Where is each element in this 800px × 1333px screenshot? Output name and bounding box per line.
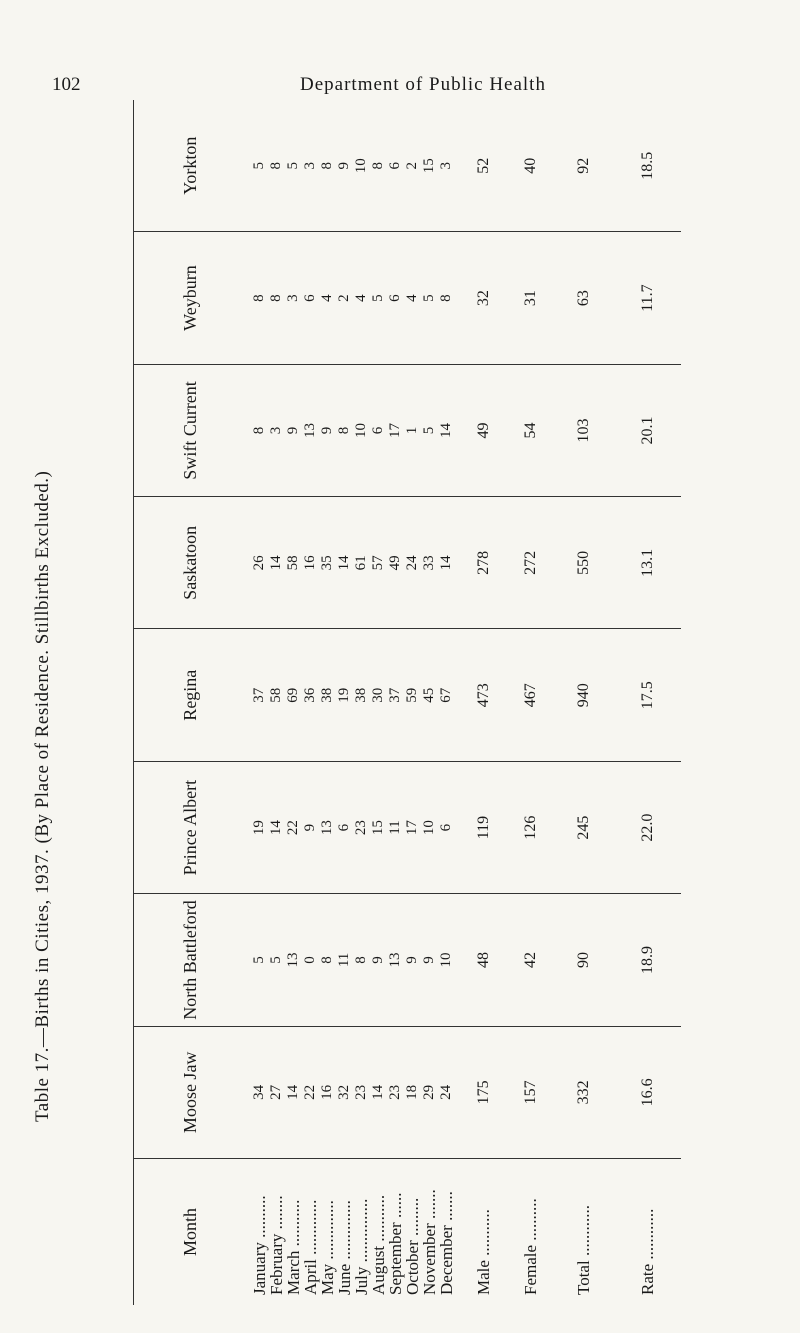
monthly-value: 3	[438, 161, 454, 170]
monthly-value: 37	[387, 687, 403, 703]
city-header: Prince Albert	[134, 762, 246, 894]
monthly-value: 69	[285, 687, 301, 703]
monthly-value: 10	[421, 820, 437, 836]
city-header: Saskatoon	[134, 497, 246, 629]
total-label: Total ............	[574, 1205, 593, 1295]
female-value: 42	[507, 894, 554, 1026]
rate-label: Rate ............	[637, 1208, 657, 1295]
month-label: January ..........	[250, 1195, 269, 1295]
monthly-value: 10	[353, 422, 369, 438]
total-value: 940	[554, 630, 614, 762]
monthly-value: 58	[285, 555, 301, 571]
monthly-value: 2	[336, 294, 352, 302]
city-header: Swift Current	[134, 365, 246, 497]
rate-value: 16.6	[614, 1027, 681, 1159]
total-value: 103	[554, 365, 614, 497]
monthly-value: 59	[404, 687, 420, 703]
monthly-value: 14	[268, 555, 284, 571]
monthly-value: 14	[438, 555, 454, 571]
female-label: Female ..........	[520, 1198, 540, 1295]
monthly-value: 49	[387, 555, 403, 571]
monthly-value: 17	[404, 820, 420, 836]
monthly-value: 34	[251, 1084, 267, 1100]
monthly-value: 8	[251, 426, 267, 435]
monthly-value: 9	[404, 956, 420, 964]
monthly-value: 4	[404, 294, 420, 302]
monthly-value: 10	[438, 952, 454, 968]
monthly-value: 29	[421, 1084, 437, 1100]
monthly-value: 14	[285, 1084, 301, 1100]
monthly-value: 32	[336, 1084, 352, 1100]
month-label: April .............	[301, 1199, 320, 1295]
monthly-value: 18	[404, 1084, 420, 1100]
monthly-value: 3	[268, 426, 284, 435]
monthly-value: 67	[438, 687, 454, 703]
monthly-value: 9	[336, 161, 352, 170]
monthly-values	[246, 497, 460, 629]
births-table	[133, 100, 681, 1305]
month-labels	[246, 1159, 460, 1305]
monthly-value: 13	[285, 952, 301, 968]
monthly-value: 24	[438, 1084, 454, 1100]
page-number: 102	[52, 74, 81, 95]
month-label: December .......	[437, 1191, 456, 1295]
total-value: 90	[554, 894, 614, 1026]
monthly-value: 2	[404, 161, 420, 170]
monthly-value: 35	[319, 555, 335, 571]
monthly-value: 16	[302, 555, 318, 571]
monthly-value: 5	[268, 956, 284, 964]
month-label: March ...........	[284, 1199, 303, 1295]
monthly-value: 23	[353, 1084, 369, 1100]
monthly-value: 5	[251, 956, 267, 964]
monthly-value: 0	[302, 956, 318, 964]
month-label: May ..............	[318, 1200, 337, 1295]
monthly-value: 6	[438, 823, 454, 832]
monthly-value: 1	[404, 426, 420, 435]
monthly-value: 4	[319, 294, 335, 302]
city-header: North Battleford	[134, 894, 246, 1026]
monthly-value: 13	[319, 820, 335, 836]
rate-value: 20.1	[614, 365, 681, 497]
total-value: 332	[554, 1027, 614, 1159]
male-value: 278	[460, 497, 507, 629]
monthly-value: 5	[421, 426, 437, 435]
monthly-value: 38	[353, 687, 369, 703]
month-header: Month	[179, 1208, 200, 1257]
monthly-value: 30	[370, 687, 386, 703]
city-header: Moose Jaw	[134, 1027, 246, 1159]
monthly-value: 8	[251, 294, 267, 302]
rate-value: 22.0	[614, 762, 681, 894]
male-value: 473	[460, 630, 507, 762]
monthly-value: 15	[421, 158, 437, 174]
monthly-value: 4	[353, 294, 369, 302]
rate-value: 18.9	[614, 894, 681, 1026]
month-label: July ...............	[352, 1198, 371, 1295]
monthly-value: 9	[370, 956, 386, 964]
monthly-value: 9	[319, 426, 335, 435]
city-header: Regina	[134, 630, 246, 762]
monthly-value: 11	[387, 820, 403, 835]
monthly-value: 36	[302, 687, 318, 703]
female-value: 40	[507, 100, 554, 232]
monthly-value: 27	[268, 1084, 284, 1100]
male-value: 119	[460, 762, 507, 894]
female-value: 126	[507, 762, 554, 894]
monthly-value: 13	[387, 952, 403, 968]
female-value: 272	[507, 497, 554, 629]
monthly-value: 19	[336, 687, 352, 703]
monthly-value: 38	[319, 687, 335, 703]
monthly-value: 6	[387, 161, 403, 170]
monthly-value: 17	[387, 422, 403, 438]
monthly-value: 45	[421, 687, 437, 703]
monthly-value: 26	[251, 555, 267, 571]
monthly-value: 8	[319, 956, 335, 964]
monthly-value: 8	[353, 956, 369, 964]
male-value: 48	[460, 894, 507, 1026]
monthly-value: 24	[404, 555, 420, 571]
monthly-value: 23	[387, 1084, 403, 1100]
monthly-value: 6	[336, 823, 352, 832]
monthly-value: 14	[336, 555, 352, 571]
male-value: 32	[460, 232, 507, 364]
monthly-value: 9	[421, 956, 437, 964]
monthly-value: 3	[285, 294, 301, 302]
monthly-values	[246, 232, 460, 364]
female-value: 157	[507, 1027, 554, 1159]
male-value: 49	[460, 365, 507, 497]
month-label: February ........	[267, 1195, 286, 1295]
monthly-value: 8	[319, 161, 335, 170]
monthly-values	[246, 100, 460, 232]
monthly-value: 14	[370, 1084, 386, 1100]
monthly-value: 5	[251, 161, 267, 170]
monthly-value: 8	[268, 161, 284, 170]
city-header: Weyburn	[134, 232, 246, 364]
monthly-value: 8	[268, 294, 284, 302]
month-label: November .......	[420, 1189, 439, 1295]
male-value: 52	[460, 100, 507, 232]
monthly-value: 5	[285, 161, 301, 170]
table-caption: Table 17.—Births in Cities, 1937. (By Place of Residence. Stillbirths Excluded.)	[32, 470, 53, 1122]
month-label: September ......	[386, 1192, 405, 1295]
monthly-value: 9	[302, 823, 318, 832]
monthly-value: 58	[268, 687, 284, 703]
monthly-value: 22	[302, 1084, 318, 1100]
monthly-value: 37	[251, 687, 267, 703]
monthly-value: 23	[353, 820, 369, 836]
rate-value: 11.7	[614, 232, 681, 364]
monthly-value: 5	[370, 294, 386, 302]
rate-value: 18.5	[614, 100, 681, 232]
monthly-value: 5	[421, 294, 437, 302]
monthly-value: 3	[302, 161, 318, 170]
running-head: Department of Public Health	[300, 74, 546, 95]
monthly-values	[246, 365, 460, 497]
monthly-value: 16	[319, 1084, 335, 1100]
monthly-value: 57	[370, 555, 386, 571]
monthly-value: 61	[353, 555, 369, 571]
monthly-value: 14	[268, 820, 284, 836]
monthly-value: 13	[302, 422, 318, 438]
monthly-values	[246, 894, 460, 1026]
total-value: 92	[554, 100, 614, 232]
month-label: June ..............	[335, 1200, 354, 1295]
male-value: 175	[460, 1027, 507, 1159]
monthly-value: 22	[285, 820, 301, 836]
rate-value: 13.1	[614, 497, 681, 629]
monthly-values	[246, 1027, 460, 1159]
female-value: 54	[507, 365, 554, 497]
monthly-value: 33	[421, 555, 437, 571]
monthly-value: 14	[438, 422, 454, 438]
monthly-value: 19	[251, 820, 267, 836]
total-value: 63	[554, 232, 614, 364]
monthly-value: 6	[302, 294, 318, 302]
monthly-value: 11	[336, 952, 352, 968]
month-label: October .........	[403, 1197, 422, 1295]
total-value: 550	[554, 497, 614, 629]
monthly-value: 6	[370, 426, 386, 435]
male-label: Male ...........	[473, 1209, 493, 1295]
monthly-value: 10	[353, 158, 369, 174]
monthly-values	[246, 762, 460, 894]
female-value: 31	[507, 232, 554, 364]
monthly-value: 6	[387, 294, 403, 302]
monthly-value: 8	[370, 161, 386, 170]
rate-value: 17.5	[614, 630, 681, 762]
monthly-value: 15	[370, 820, 386, 836]
city-header: Yorkton	[134, 100, 246, 232]
monthly-value: 8	[336, 426, 352, 435]
monthly-value: 9	[285, 426, 301, 435]
monthly-values	[246, 630, 460, 762]
total-value: 245	[554, 762, 614, 894]
month-label: August ...........	[369, 1194, 388, 1295]
female-value: 467	[507, 630, 554, 762]
monthly-value: 8	[438, 294, 454, 302]
